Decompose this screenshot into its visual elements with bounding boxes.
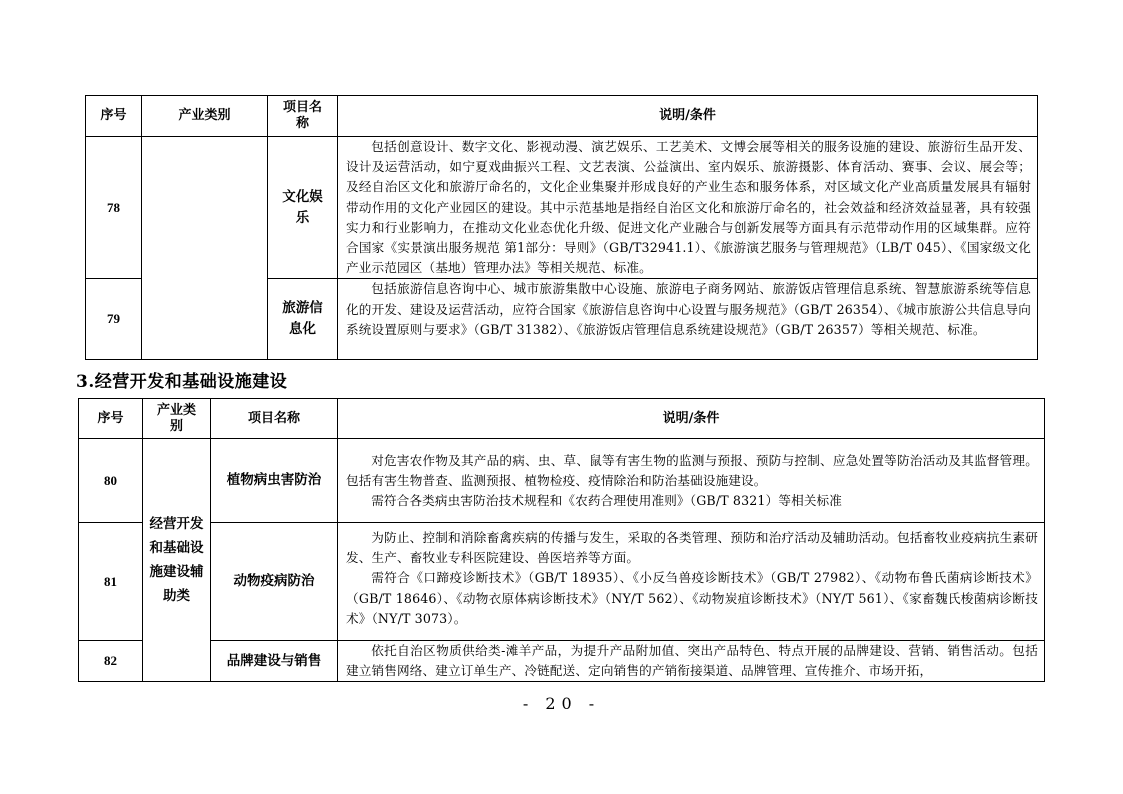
item-description: 包括创意设计、数字文化、影视动漫、演艺娱乐、工艺美术、文博会展等相关的服务设施的建设、旅游衍生品开发、设计及运营活动，如宁夏戏曲振兴工程、文艺表演、公益演出、室内娱乐、旅游摄影、体育活动、赛事、会议、展会等；及经自治区文化和旅游厅命名的，文化企业集聚并形成良好的产业生态和服务体系，对区域文化产业高质量发展具有辐射带动作用的文化产业园区的建设。其中示范基地是指经自治区文化和旅游厅命名的，社会效益和经济效益显著，具有较强实力和行业影响力，在推动文化业态优化升级、促进文化产业融合与创新发展等方面具有示范带动作用的区域集群。应符合国家《实景演出服务规范 第1部分：导则》（GB/T32941.1）、《旅游演艺服务与管理规范》（LB/T 045）、《国家级文化产业示范园区（基地）管理办法》等相关规范、标准。 — [338, 137, 1038, 279]
item-description: 对危害农作物及其产品的病、虫、草、鼠等有害生物的监测与预报、预防与控制、应急处置等防治活动及其监督管理。包括有害生物普查、监测预报、植物检疫、疫情除治和防治基础设施建设。 需符合各类病虫害防治技术规程和《农药合理使用准则》（GB/T 8321）等相关标准 — [338, 439, 1045, 523]
section-heading: 3.经营开发和基础设施建设 — [76, 372, 288, 392]
item-description: 依托自治区物质供给类-滩羊产品，为提升产品附加值、突出产品特色、特点开展的品牌建设、营销、销售活动。包括建立销售网络、建立订单生产、冷链配送、定向销售的产销衔接渠道、品牌管理、宣传推介、市场开拓， — [338, 641, 1045, 682]
item-name: 品牌建设与销售 — [211, 641, 338, 682]
header-category: 产业类别 — [143, 399, 211, 439]
row-number: 80 — [79, 439, 143, 523]
table-header-row — [79, 399, 1045, 439]
row-number: 79 — [86, 279, 142, 360]
page-number: - 20 - — [522, 694, 601, 713]
table-row — [79, 523, 1045, 641]
table-row — [86, 137, 1038, 279]
header-desc: 说明/条件 — [338, 399, 1045, 439]
row-number: 78 — [86, 137, 142, 279]
header-no: 序号 — [79, 399, 143, 439]
row-number: 81 — [79, 523, 143, 641]
item-name: 植物病虫害防治 — [211, 439, 338, 523]
category-cell — [142, 137, 268, 360]
industry-table-continued — [85, 95, 1038, 360]
header-category: 产业类别 — [142, 96, 268, 137]
header-item: 项目名称 — [268, 96, 338, 137]
item-name: 动物疫病防治 — [211, 523, 338, 641]
industry-table — [78, 398, 1045, 682]
table-header-row — [86, 96, 1038, 137]
item-name: 旅游信息化 — [268, 279, 338, 360]
header-item: 项目名称 — [211, 399, 338, 439]
header-desc: 说明/条件 — [338, 96, 1038, 137]
item-description: 包括旅游信息咨询中心、城市旅游集散中心设施、旅游电子商务网站、旅游饭店管理信息系统、智慧旅游系统等信息化的开发、建设及运营活动，应符合国家《旅游信息咨询中心设置与服务规范》（GB/T 26354）、《城市旅游公共信息导向系统设置原则与要求》（GB/T 31382）、《旅游饭店管理信息系统建设规范》（GB/T 26357）等相关规范、标准。 — [338, 279, 1038, 360]
table-row — [79, 641, 1045, 682]
item-name: 文化娱乐 — [268, 137, 338, 279]
row-number: 82 — [79, 641, 143, 682]
item-description: 为防止、控制和消除畜禽疾病的传播与发生，采取的各类管理、预防和治疗活动及辅助活动。包括畜牧业疫病抗生素研发、生产、畜牧业专科医院建设、兽医培养等方面。 需符合《口蹄疫诊断技术》（GB/T 18935）、《小反刍兽疫诊断技术》（GB/T 27982）、《动物布鲁氏菌病诊断技术》（GB/T 18646）、《动物衣原体病诊断技术》（NY/T 562）、《动物炭疽诊断技术》（NY/T 561）、《家畜魏氏梭菌病诊断技术》（NY/T 3073）。 — [338, 523, 1045, 641]
header-no: 序号 — [86, 96, 142, 137]
category-cell: 经营开发和基础设施建设辅助类 — [143, 439, 211, 682]
table-row — [79, 439, 1045, 523]
